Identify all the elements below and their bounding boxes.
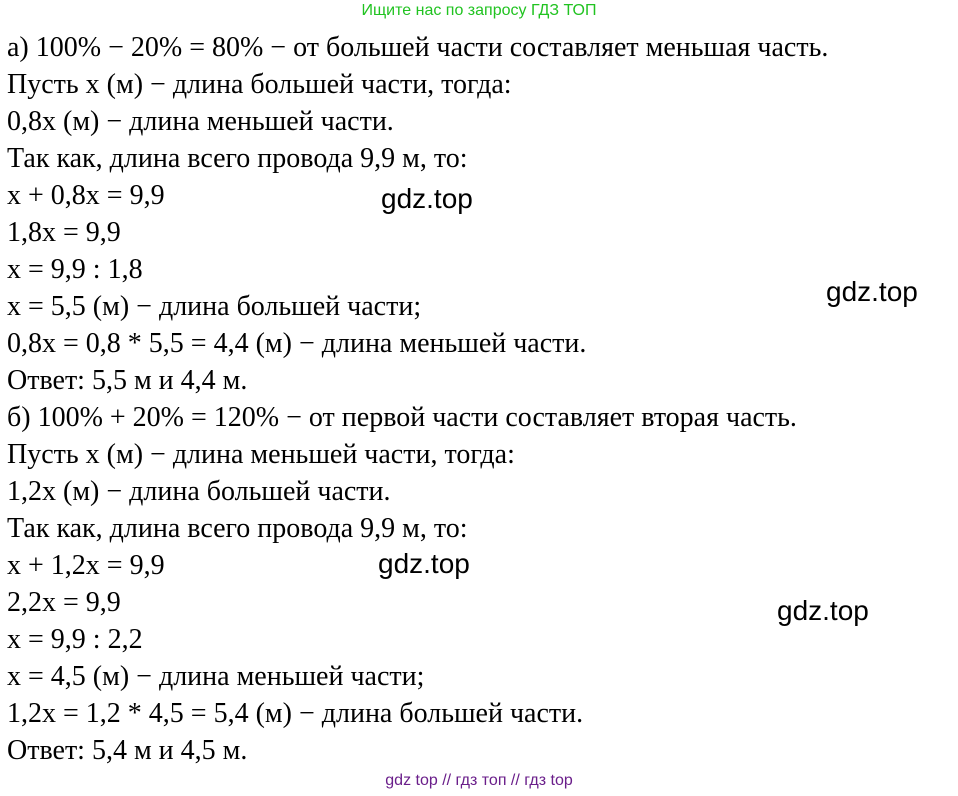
watermark: gdz.top	[378, 548, 470, 579]
solution-line-b-larger: 1,2x (м) − длина большей части.	[7, 476, 391, 507]
solution-line-b-divide: x = 9,9 : 2,2	[7, 624, 143, 655]
solution-line-a-larger-result: x = 5,5 (м) − длина большей части;	[7, 291, 422, 322]
solution-line-a-let: Пусть x (м) − длина большей части, тогда:	[7, 69, 512, 100]
solution-line-b-equation: x + 1,2x = 9,9	[7, 550, 165, 581]
solution-line-b-let: Пусть x (м) − длина меньшей части, тогда:	[7, 439, 515, 470]
solution-line-a-divide: x = 9,9 : 1,8	[7, 254, 143, 285]
search-hint-header: Ищите нас по запросу ГДЗ ТОП	[361, 2, 597, 19]
solution-line-a-smaller: 0,8x (м) − длина меньшей части.	[7, 106, 394, 137]
solution-line-b-smaller-result: x = 4,5 (м) − длина меньшей части;	[7, 661, 425, 692]
solution-line-b-total: Так как, длина всего провода 9,9 м, то:	[7, 513, 468, 544]
watermark: gdz.top	[826, 276, 918, 307]
solution-line-a-simplify: 1,8x = 9,9	[7, 217, 121, 248]
solution-line-a-total: Так как, длина всего провода 9,9 м, то:	[7, 143, 468, 174]
solution-line-a-answer: Ответ: 5,5 м и 4,4 м.	[7, 365, 248, 396]
solution-line-a-equation: x + 0,8x = 9,9	[7, 180, 165, 211]
solution-line-b-condition: б) 100% + 20% = 120% − от первой части составляет вторая часть.	[7, 402, 797, 433]
watermark: gdz.top	[381, 183, 473, 214]
solution-line-b-simplify: 2,2x = 9,9	[7, 587, 121, 618]
watermark: gdz.top	[777, 595, 869, 626]
solution-line-b-larger-result: 1,2x = 1,2 * 4,5 = 5,4 (м) − длина большей части.	[7, 698, 584, 729]
solution-line-a-smaller-result: 0,8x = 0,8 * 5,5 = 4,4 (м) − длина меньшей части.	[7, 328, 587, 359]
solution-line-b-answer: Ответ: 5,4 м и 4,5 м.	[7, 735, 248, 766]
solution-line-a-condition: а) 100% − 20% = 80% − от большей части составляет меньшая часть.	[7, 32, 829, 63]
footer-watermark: gdz top // гдз топ // гдз top	[385, 772, 573, 789]
